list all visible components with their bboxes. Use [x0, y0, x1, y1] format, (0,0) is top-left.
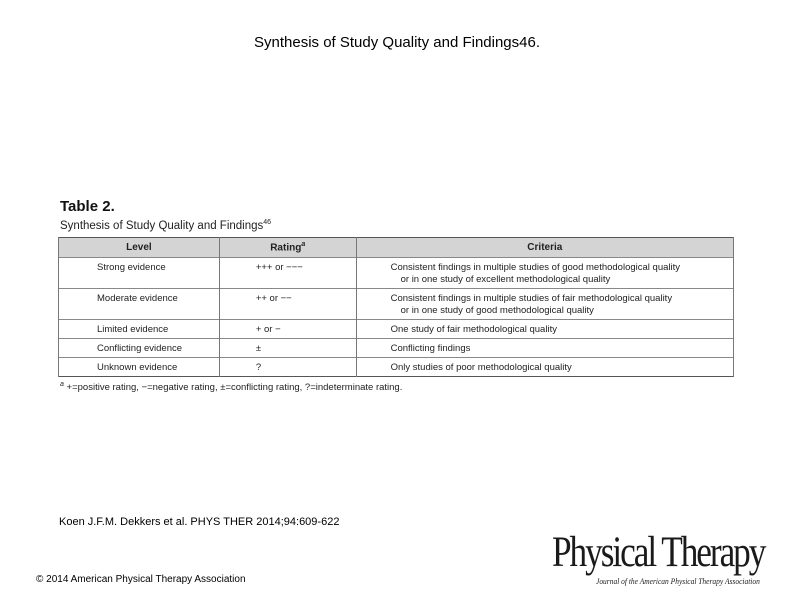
level-cell [59, 357, 220, 376]
table-figure [58, 198, 734, 393]
criteria-cell [356, 338, 733, 357]
table-subtitle-text: Synthesis of Study Quality and Findings [60, 219, 264, 232]
criteria-text: One study of fair methodological quality [390, 323, 557, 335]
criteria-cell [356, 357, 733, 376]
rating-text: + or − [255, 323, 281, 335]
synthesis-table [58, 237, 734, 377]
rating-cell [219, 357, 356, 376]
table-row [59, 357, 734, 376]
rating-cell [219, 288, 356, 319]
level-text: Moderate evidence [97, 292, 178, 304]
level-text: Strong evidence [97, 261, 166, 273]
column-header-rating-text: Rating [270, 242, 302, 254]
table-heading: Table 2. [60, 198, 115, 215]
criteria-cell [356, 257, 733, 288]
rating-cell [219, 338, 356, 357]
table-row [59, 338, 734, 357]
rating-text: ? [255, 361, 262, 373]
criteria-text-continued: or in one study of good methodological quality [400, 304, 594, 316]
table-row [59, 288, 734, 319]
criteria-text: Only studies of poor methodological quality [390, 361, 572, 373]
column-header-level: Level [59, 237, 220, 257]
rating-text: +++ or −−− [255, 261, 303, 273]
criteria-text-continued: or in one study of excellent methodological quality [400, 273, 611, 285]
criteria-text: Conflicting findings [390, 342, 471, 354]
journal-logo [552, 529, 784, 588]
citation: Koen J.F.M. Dekkers et al. PHYS THER 2014;94:609-622 [59, 516, 340, 528]
level-cell [59, 288, 220, 319]
logo-tagline: Journal of the American Physical Therapy Association [596, 576, 760, 586]
logo-title: Physical Therapy [552, 529, 765, 576]
column-header-rating [219, 237, 356, 257]
copyright-notice: © 2014 American Physical Therapy Association [36, 574, 246, 585]
column-header-rating-ref: a [301, 241, 306, 249]
criteria-text: Consistent findings in multiple studies of fair methodological quality [390, 292, 673, 304]
table-row [59, 257, 734, 288]
table-footnote [60, 381, 734, 393]
table-header-row [59, 237, 734, 257]
criteria-cell [356, 288, 733, 319]
level-cell [59, 257, 220, 288]
level-text: Conflicting evidence [97, 342, 183, 354]
criteria-text: Consistent findings in multiple studies of good methodological quality [390, 261, 681, 273]
criteria-cell [356, 319, 733, 338]
table-subtitle-ref: 46 [263, 219, 272, 226]
level-cell [59, 338, 220, 357]
slide-title: Synthesis of Study Quality and Findings46. [254, 34, 540, 51]
level-text: Limited evidence [97, 323, 169, 335]
column-header-criteria: Criteria [356, 237, 733, 257]
level-text: Unknown evidence [97, 361, 178, 373]
rating-cell [219, 319, 356, 338]
table-row [59, 319, 734, 338]
rating-text: ++ or −− [255, 292, 292, 304]
footnote-text: +=positive rating, −=negative rating, ±=conflicting rating, ?=indeterminate rating. [63, 381, 403, 393]
table-subtitle [60, 216, 734, 233]
level-cell [59, 319, 220, 338]
rating-cell [219, 257, 356, 288]
rating-text: ± [255, 342, 262, 354]
footnote-marker: a [60, 380, 64, 388]
